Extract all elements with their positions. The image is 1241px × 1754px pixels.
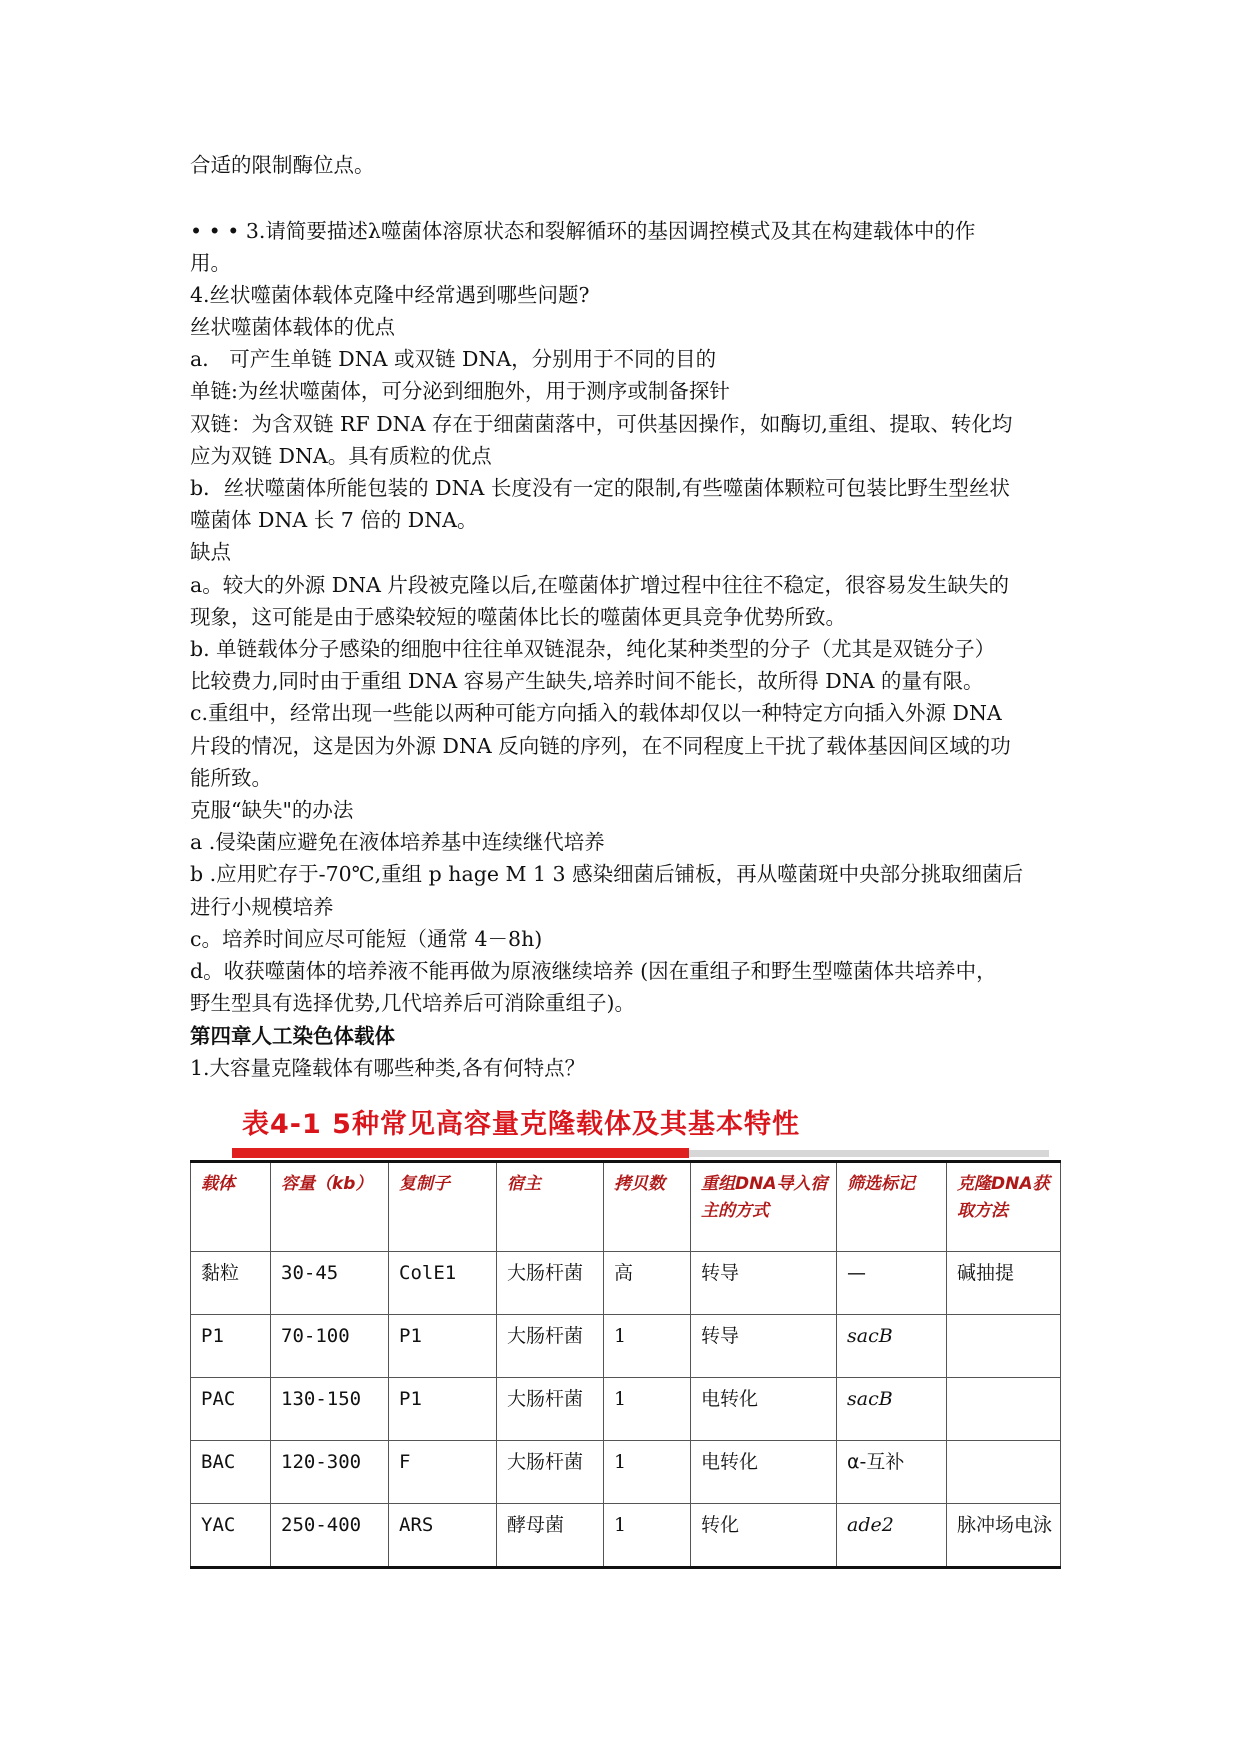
- text-line: b. 单链载体分子感染的细胞中往往单双链混杂，纯化某种类型的分子（尤其是双链分子）: [190, 637, 996, 661]
- text-line: 比较费力,同时由于重组 DNA 容易产生缺失,培养时间不能长，故所得 DNA 的量有限。: [190, 669, 984, 693]
- vector-properties-table: [190, 1160, 1061, 1569]
- cell-host: 大肠杆菌: [497, 1441, 604, 1504]
- header-cell: 容量（kb）: [271, 1162, 389, 1252]
- text-line: 缺点: [190, 540, 231, 564]
- cell-capacity: 130-150: [271, 1378, 389, 1441]
- text-line: 噬菌体 DNA 长 7 倍的 DNA。: [190, 508, 478, 532]
- cell-copy-number: 1: [604, 1378, 691, 1441]
- text-line: d。收获噬菌体的培养液不能再做为原液继续培养 (因在重组子和野生型噬菌体共培养中，: [190, 959, 997, 983]
- text-line: b .应用贮存于-70℃,重组 p hage M 1 3 感染细菌后铺板，再从噬菌斑中央部分挑取细菌后: [190, 862, 1024, 886]
- table-row: [191, 1252, 1061, 1315]
- header-cell: 重组DNA导入宿主的方式: [691, 1162, 837, 1252]
- text-line: 丝状噬菌体载体的优点: [190, 315, 395, 339]
- cell-copy-number: 1: [604, 1441, 691, 1504]
- cell-selection-marker: α-互补: [837, 1441, 947, 1504]
- cell-replicon: P1: [389, 1315, 497, 1378]
- title-underline-gray: [689, 1150, 1049, 1157]
- cell-vector: YAC: [191, 1504, 271, 1568]
- cell-selection-marker: sacB: [837, 1315, 947, 1378]
- text-line: a． 可产生单链 DNA 或双链 DNA，分别用于不同的目的: [190, 347, 717, 371]
- table-row: [191, 1441, 1061, 1504]
- cell-recovery-method: [947, 1441, 1061, 1504]
- table-title: 表4-1 5种常见高容量克隆载体及其基本特性: [242, 1109, 800, 1140]
- cell-replicon: ColE1: [389, 1252, 497, 1315]
- cell-replicon: ARS: [389, 1504, 497, 1568]
- cell-recovery-method: 脉冲场电泳: [947, 1504, 1061, 1568]
- question-text: 1.大容量克隆载体有哪些种类,各有何特点？: [190, 1056, 586, 1080]
- cell-vector: BAC: [191, 1441, 271, 1504]
- text-line: 用。: [190, 251, 231, 275]
- text-line: 应为双链 DNA。具有质粒的优点: [190, 444, 492, 468]
- text-line: 克服“缺失"的办法: [190, 798, 354, 822]
- cell-transfer-method: 转导: [691, 1252, 837, 1315]
- cell-vector: PAC: [191, 1378, 271, 1441]
- cell-host: 酵母菌: [497, 1504, 604, 1568]
- cell-transfer-method: 电转化: [691, 1378, 837, 1441]
- header-cell: 拷贝数: [604, 1162, 691, 1252]
- cell-capacity: 70-100: [271, 1315, 389, 1378]
- cell-recovery-method: [947, 1378, 1061, 1441]
- cell-selection-marker: ade2: [837, 1504, 947, 1568]
- chapter-heading: 第四章人工染色体载体: [190, 1024, 395, 1048]
- text-line: a .侵染菌应避免在液体培养基中连续继代培养: [190, 830, 605, 854]
- header-cell: 克隆DNA获取方法: [947, 1162, 1061, 1252]
- cell-selection-marker: —: [837, 1252, 947, 1315]
- cell-replicon: F: [389, 1441, 497, 1504]
- cell-transfer-method: 转化: [691, 1504, 837, 1568]
- text-line: 片段的情况，这是因为外源 DNA 反向链的序列，在不同程度上干扰了载体基因间区域的功: [190, 734, 1011, 758]
- cell-replicon: P1: [389, 1378, 497, 1441]
- table-title-banner: [228, 1098, 1058, 1168]
- cell-copy-number: 1: [604, 1504, 691, 1568]
- text-line: 进行小规模培养: [190, 895, 334, 919]
- header-cell: 复制子: [389, 1162, 497, 1252]
- text-line: c.重组中，经常出现一些能以两种可能方向插入的载体却仅以一种特定方向插入外源 DNA: [190, 701, 1002, 725]
- cell-capacity: 30-45: [271, 1252, 389, 1315]
- header-cell: 载体: [191, 1162, 271, 1252]
- text-line: 现象，这可能是由于感染较短的噬菌体比长的噬菌体更具竞争优势所致。: [190, 605, 846, 629]
- cell-capacity: 120-300: [271, 1441, 389, 1504]
- cell-host: 大肠杆菌: [497, 1378, 604, 1441]
- cell-host: 大肠杆菌: [497, 1315, 604, 1378]
- cell-vector: P1: [191, 1315, 271, 1378]
- text-line: 能所致。: [190, 766, 272, 790]
- text-line: a。较大的外源 DNA 片段被克隆以后,在噬菌体扩增过程中往往不稳定，很容易发生缺失的: [190, 573, 1009, 597]
- text-line: • • • 3.请简要描述λ噬菌体溶原状态和裂解循环的基因调控模式及其在构建载体中的作: [190, 219, 976, 243]
- header-cell: 宿主: [497, 1162, 604, 1252]
- cell-capacity: 250-400: [271, 1504, 389, 1568]
- title-underline-red: [232, 1148, 689, 1158]
- text-line: 双链：为含双链 RF DNA 存在于细菌菌落中，可供基因操作，如酶切,重组、提取、转化均: [190, 412, 1013, 436]
- cell-transfer-method: 转导: [691, 1315, 837, 1378]
- text-line: 合适的限制酶位点。: [190, 153, 375, 177]
- table-row: [191, 1504, 1061, 1568]
- text-line: b．丝状噬菌体所能包装的 DNA 长度没有一定的限制,有些噬菌体颗粒可包装比野生型丝状: [190, 476, 1010, 500]
- text-line: 野生型具有选择优势,几代培养后可消除重组子)。: [190, 991, 636, 1015]
- cell-copy-number: 1: [604, 1315, 691, 1378]
- text-line: c。培养时间应尽可能短（通常 4－8h): [190, 927, 543, 951]
- text-line: 4.丝状噬菌体载体克隆中经常遇到哪些问题?: [190, 283, 590, 307]
- cell-selection-marker: sacB: [837, 1378, 947, 1441]
- table-row: [191, 1378, 1061, 1441]
- table-header-row: [191, 1162, 1061, 1252]
- cell-transfer-method: 电转化: [691, 1441, 837, 1504]
- cell-recovery-method: 碱抽提: [947, 1252, 1061, 1315]
- cell-host: 大肠杆菌: [497, 1252, 604, 1315]
- header-cell: 筛选标记: [837, 1162, 947, 1252]
- cell-vector: 黏粒: [191, 1252, 271, 1315]
- cell-recovery-method: [947, 1315, 1061, 1378]
- table-row: [191, 1315, 1061, 1378]
- cell-copy-number: 高: [604, 1252, 691, 1315]
- text-line: 单链:为丝状噬菌体，可分泌到细胞外，用于测序或制备探针: [190, 379, 730, 403]
